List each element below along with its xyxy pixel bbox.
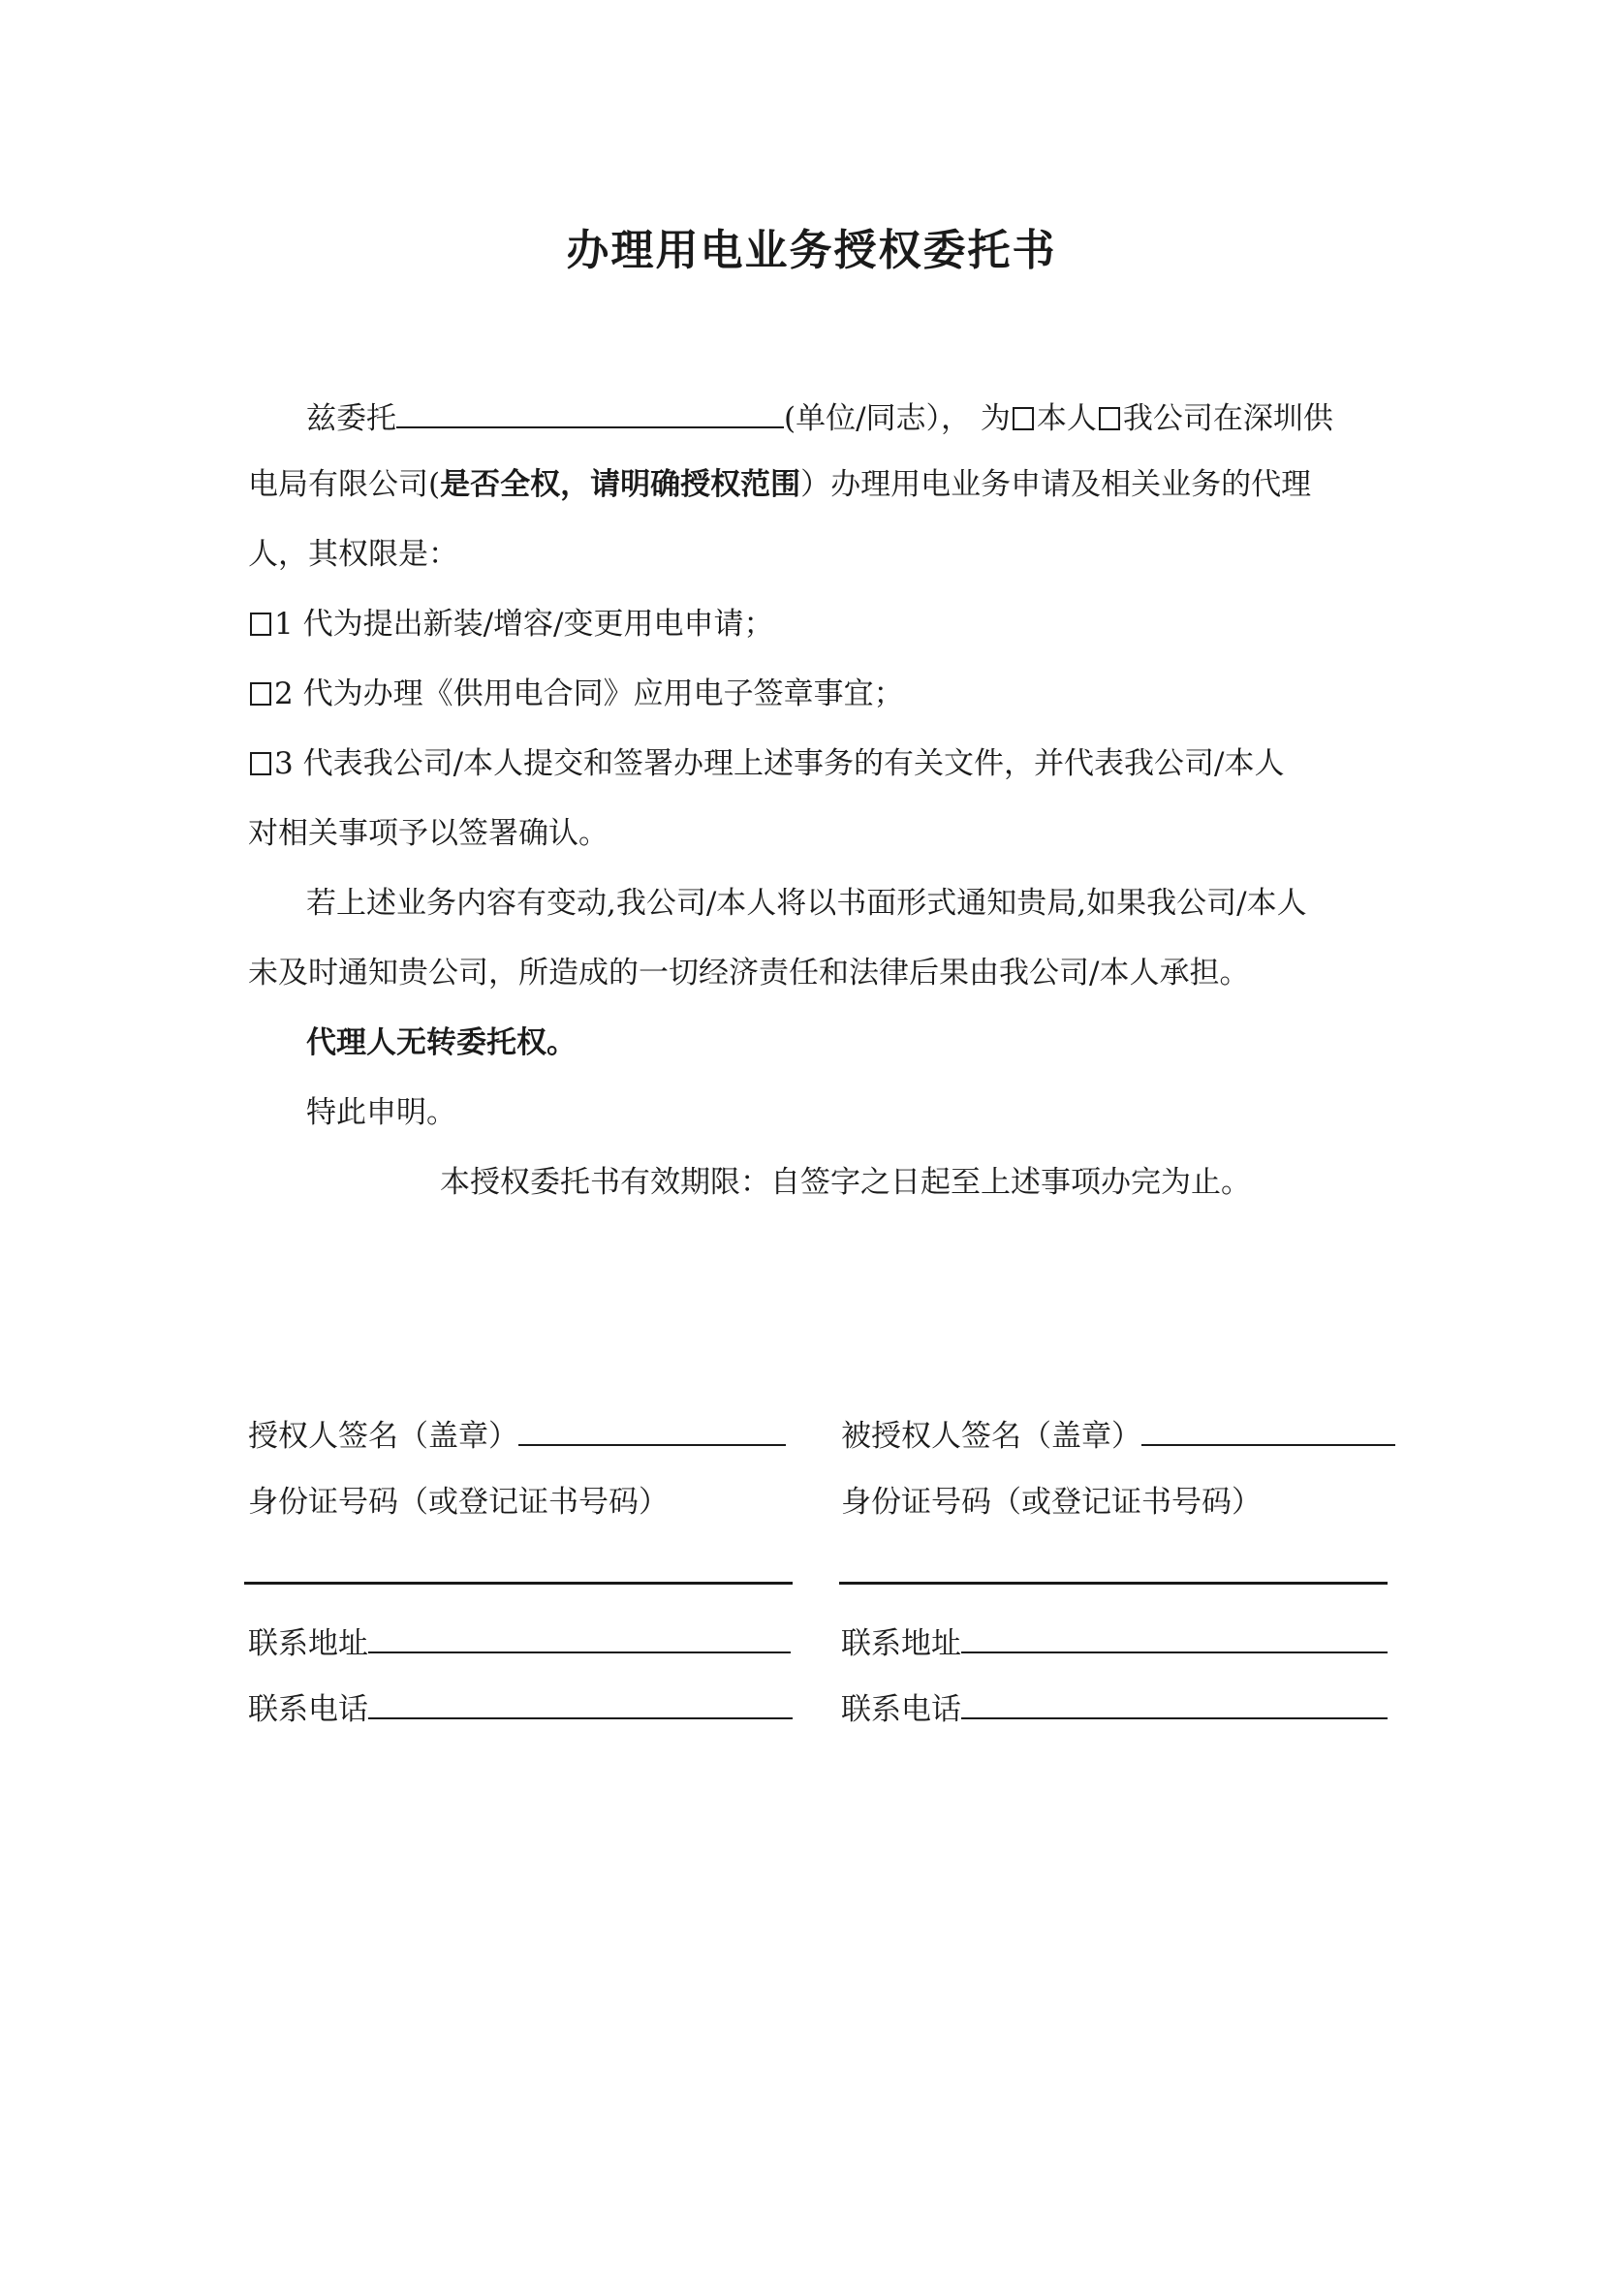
option-self-label: 本人 (1036, 401, 1097, 436)
grantor-address-row (248, 1620, 791, 1663)
permission-item-1 (248, 605, 773, 644)
grantor-address-field[interactable] (368, 1620, 791, 1653)
grantee-signature-field[interactable] (1141, 1413, 1395, 1446)
entrust-line-2-start: 电局有限公司( (248, 467, 441, 502)
grantor-phone-label: 联系电话 (248, 1692, 368, 1727)
grantee-signature-row (841, 1413, 1395, 1456)
permission-text: 代表我公司/本人提交和签署办理上述事务的有关文件，并代表我公司/本人 (302, 746, 1285, 781)
option-company-label: 我公司在深圳供 (1122, 401, 1333, 436)
grantee-id-label: 身份证号码（或登记证书号码） (841, 1485, 1262, 1520)
grantee-phone-label: 联系电话 (841, 1692, 961, 1727)
checkbox-self[interactable] (1013, 407, 1034, 430)
permission-number: 1 (274, 607, 294, 642)
entrust-line-2-end: ）办理用电业务申请及相关业务的代理 (800, 467, 1312, 502)
permission-number: 2 (274, 676, 294, 711)
permission-item-3-cont: 对相关事项予以签署确认。 (248, 816, 609, 851)
entrust-line-1 (306, 395, 1333, 438)
entrust-line-2 (248, 465, 1311, 504)
permission-checkbox-3[interactable] (250, 752, 271, 775)
grantor-signature-label: 授权人签名（盖章） (248, 1419, 518, 1454)
change-notice-line-2: 未及时通知贵公司，所造成的一切经济责任和法律后果由我公司/本人承担。 (248, 956, 1250, 991)
validity-statement: 本授权委托书有效期限：自签字之日起至上述事项办完为止。 (440, 1165, 1251, 1200)
grantor-phone-field[interactable] (368, 1686, 793, 1719)
grantor-signature-field[interactable] (518, 1413, 786, 1446)
permission-number: 3 (274, 746, 294, 781)
grantor-signature-row (248, 1413, 786, 1456)
grantee-phone-row (841, 1686, 1388, 1729)
grantor-address-label: 联系地址 (248, 1626, 368, 1661)
document-title: 办理用电业务授权委托书 (566, 226, 1057, 275)
declaration: 特此申明。 (306, 1095, 456, 1130)
grantee-address-field[interactable] (961, 1620, 1388, 1653)
grantee-address-row (841, 1620, 1388, 1663)
entrustee-blank[interactable] (396, 395, 784, 428)
grantor-id-field[interactable] (244, 1582, 793, 1585)
change-notice-line-1: 若上述业务内容有变动,我公司/本人将以书面形式通知贵局,如果我公司/本人 (306, 886, 1307, 921)
grantee-signature-label: 被授权人签名（盖章） (841, 1419, 1141, 1454)
permission-checkbox-1[interactable] (250, 613, 271, 636)
permission-text: 代为提出新装/增容/变更用电申请； (302, 607, 774, 642)
checkbox-company[interactable] (1099, 407, 1120, 430)
grantee-address-label: 联系地址 (841, 1626, 961, 1661)
grantee-phone-field[interactable] (961, 1686, 1388, 1719)
permission-item-3 (248, 744, 1284, 783)
no-subdelegation-statement: 代理人无转委托权。 (306, 1025, 577, 1060)
grantor-phone-row (248, 1686, 793, 1729)
grantor-id-label: 身份证号码（或登记证书号码） (248, 1485, 669, 1520)
authorization-scope-note: 是否全权，请明确授权范围 (440, 467, 801, 502)
permission-item-2 (248, 675, 904, 713)
entrust-line-3: 人，其权限是： (248, 537, 458, 572)
permission-text: 代为办理《供用电合同》应用电子签章事宜； (302, 676, 904, 711)
permission-checkbox-2[interactable] (250, 682, 271, 706)
entrust-prefix: 兹委托 (306, 401, 396, 436)
grantee-id-field[interactable] (839, 1582, 1388, 1585)
entrust-unit-text: (单位/同志）， 为 (784, 401, 1011, 436)
